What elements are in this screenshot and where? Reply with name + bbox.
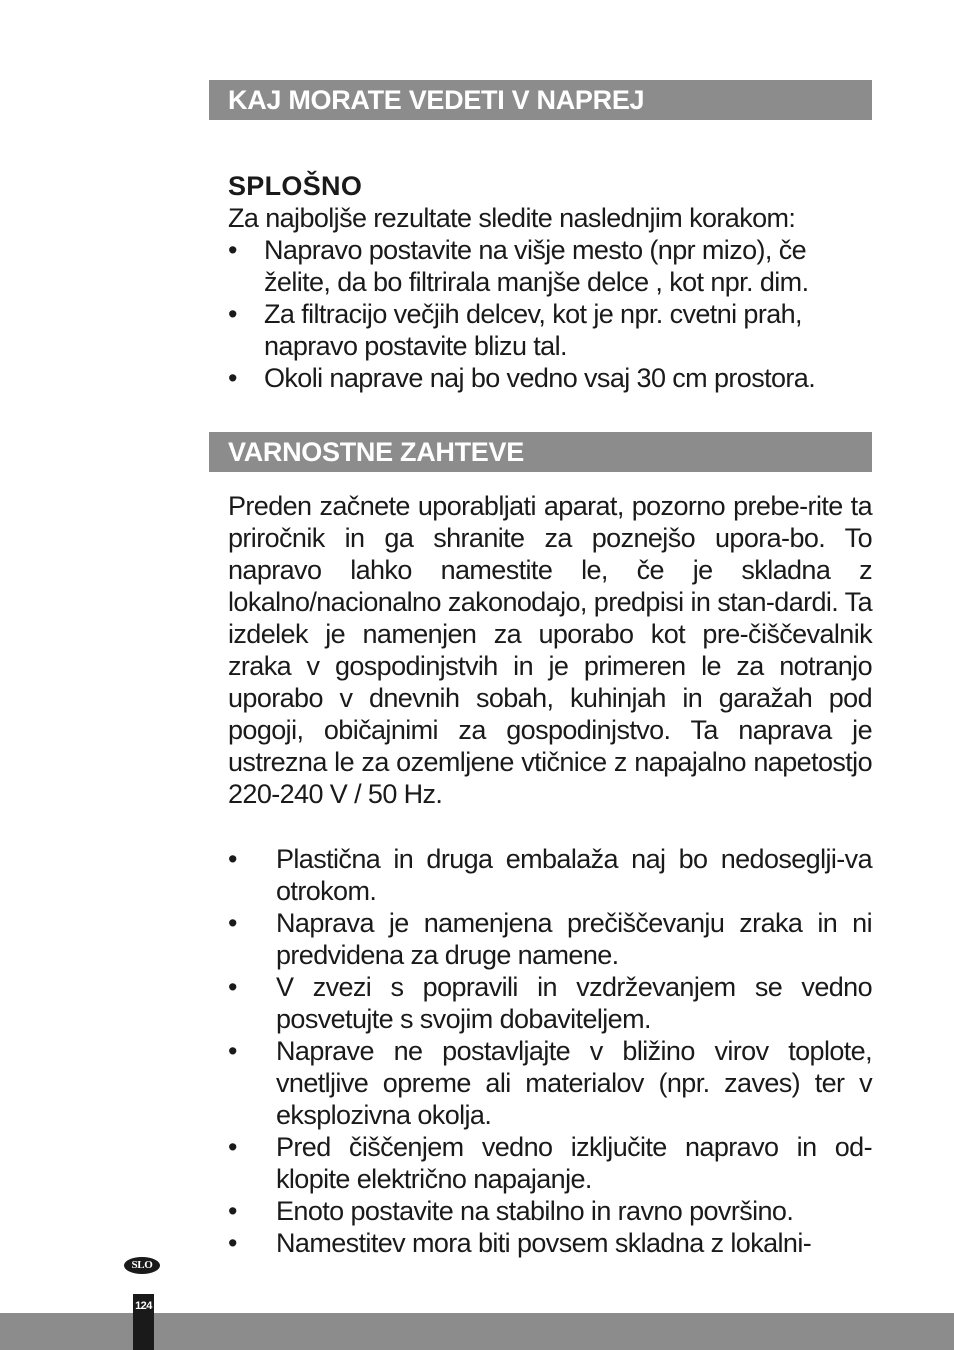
bullet-icon: • [228, 363, 237, 393]
list-item: • Plastična in druga embalaža naj bo nedosеglji-va otrokom. [228, 844, 872, 906]
section-title-safety: VARNOSTNE ZAHTEVE [209, 432, 872, 472]
bullet-icon: • [228, 1196, 237, 1226]
bullet-icon: • [228, 972, 237, 1002]
page-number: 124 [133, 1294, 154, 1350]
list-item: • Za filtracijo večjih delcev, kot je npr. cvetni prah, napravo postavite blizu tal. [228, 299, 802, 361]
list-item: • Naprave ne postavljajte v bližino virov toplote, vnetljive opreme ali materialov (npr. zaves) ter v eksplozivna okolja. [228, 1036, 872, 1130]
list-item: • Enoto postavite na stabilno in ravno površino. [228, 1196, 794, 1226]
advance-bullet-list [228, 234, 872, 394]
section-title-advance: KAJ MORATE VEDETI V NAPREJ [209, 80, 872, 120]
subtitle-general: SPLOŠNO [228, 171, 363, 201]
bullet-icon: • [228, 235, 237, 265]
language-badge: SLO [124, 1257, 160, 1274]
list-item: • V zvezi s popravili in vzdrževanjem se vedno posvetujte s svojim dobaviteljem. [228, 972, 872, 1034]
list-item: • Naprava je namenjena prečiščevanju zraka in ni predvidena za druge namene. [228, 908, 872, 970]
list-item: • Okoli naprave naj bo vedno vsaj 30 cm prostora. [228, 363, 816, 393]
intro-text: Za najboljše rezultate sledite naslednjim korakom: [228, 203, 796, 233]
list-item: • Napravo postavite na višje mesto (npr mizo), če želite, da bo filtrirala manjše delce , kot npr. dim. [228, 235, 809, 297]
bullet-icon: • [228, 1132, 237, 1162]
safety-bullets-container [228, 843, 872, 1259]
list-item: • Pred čiščenjem vedno izključite napravo in od-klopite električno napajanje. [228, 1132, 872, 1194]
safety-bullet-list [228, 843, 872, 1259]
bullet-icon: • [228, 844, 237, 874]
bullet-icon: • [228, 908, 237, 938]
list-item: • Namestitev mora biti povsem skladna z lokalni- [228, 1228, 812, 1258]
bullet-icon: • [228, 1228, 237, 1258]
safety-paragraph: Preden začnete uporabljati aparat, pozorno prebe-rite ta priročnik in ga shranite za poznejšo upora-bo. To napravo lahko namestite le, če je skladna z lokalno/nacionalno zakonodajo, predpisi in stan-dardi. Ta izdelek je namenjen za uporabo kot pre-čiščevalnik zraka v gospodinjstvih in je primeren le za notranjo uporabo v dnevnih sobah, kuhinjah in garažah pod pogoji, običajnimi za gospodinjstvo. Ta naprava je ustrezna le za ozemljene vtičnice z napajalno napetostjo 220-240 V / 50 Hz. [228, 491, 872, 809]
bullet-icon: • [228, 299, 237, 329]
bullet-icon: • [228, 1036, 237, 1066]
section-advance-content [228, 170, 872, 394]
